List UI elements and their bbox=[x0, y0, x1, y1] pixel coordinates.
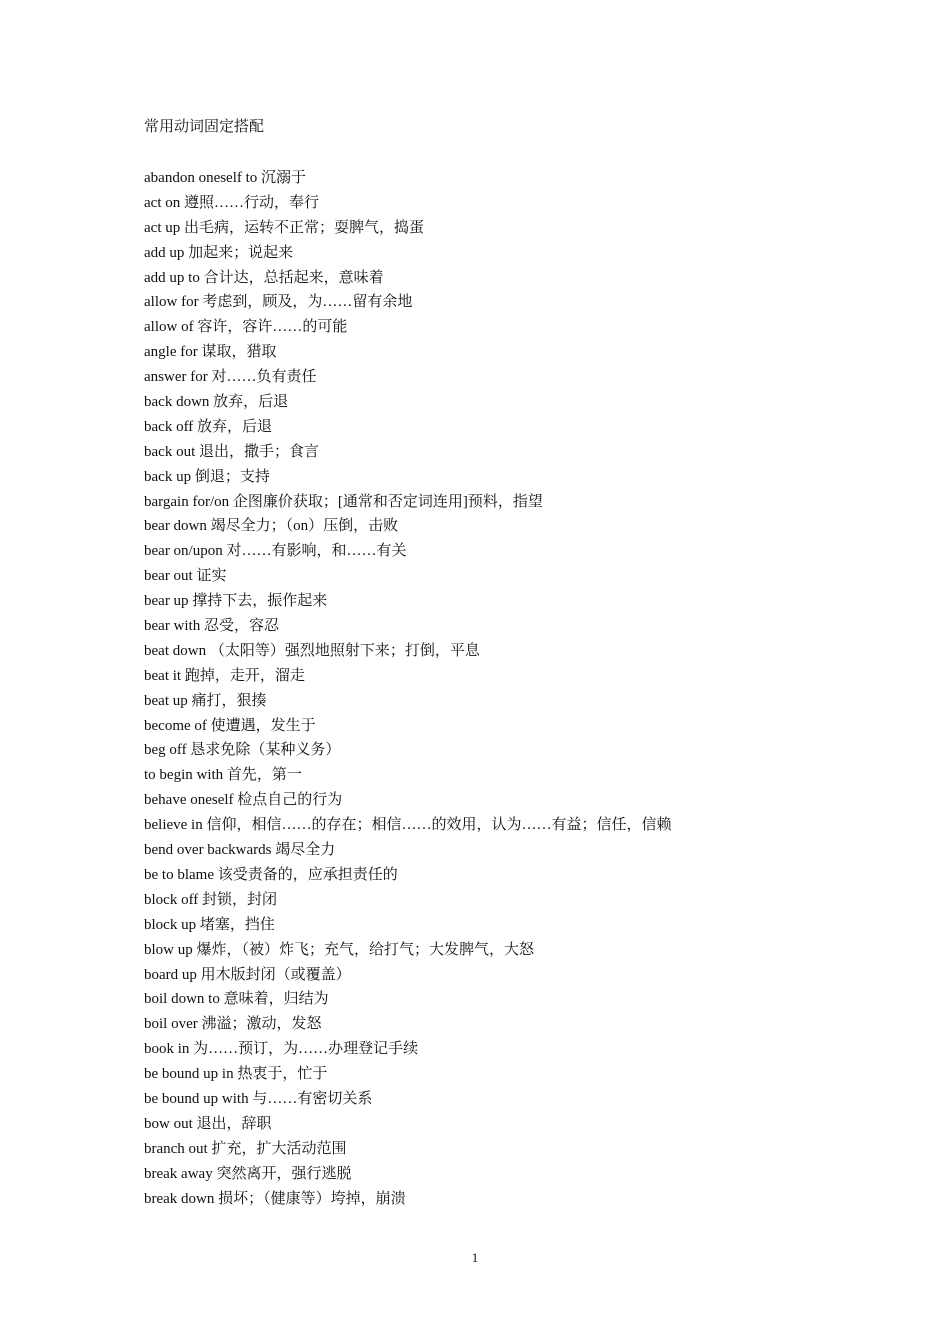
phrase-entry: believe in 信仰，相信……的存在；相信……的效用，认为……有益；信任，信赖 bbox=[144, 817, 672, 834]
phrase-entry: board up 用木版封闭（或覆盖） bbox=[144, 966, 351, 983]
phrase-entry: block off 封锁，封闭 bbox=[144, 891, 278, 908]
phrase-entry: beat it 跑掉，走开，溜走 bbox=[144, 667, 305, 684]
phrase-entry: add up 加起来；说起来 bbox=[144, 244, 294, 261]
phrase-entry: break away 突然离开，强行逃脱 bbox=[144, 1165, 352, 1182]
phrase-entry: bow out 退出，辞职 bbox=[144, 1115, 272, 1132]
phrase-entry: angle for 谋取，猎取 bbox=[144, 344, 277, 361]
phrase-entry: bargain for/on 企图廉价获取；[通常和否定词连用]预料，指望 bbox=[144, 493, 543, 510]
phrase-entry: abandon oneself to 沉溺于 bbox=[144, 170, 307, 186]
phrase-entry: beat down （太阳等）强烈地照射下来；打倒，平息 bbox=[144, 642, 480, 659]
phrase-entry: beg off 恳求免除（某种义务） bbox=[144, 742, 341, 759]
phrase-entry: behave oneself 检点自己的行为 bbox=[144, 792, 343, 809]
phrase-list bbox=[144, 167, 671, 1212]
phrase-entry: be bound up with 与……有密切关系 bbox=[144, 1090, 373, 1107]
phrase-entry: back out 退出，撒手；食言 bbox=[144, 443, 319, 460]
phrase-entry: beat up 痛打，狠揍 bbox=[144, 692, 267, 709]
phrase-entry: become of 使遭遇，发生于 bbox=[144, 717, 316, 734]
phrase-entry: book in 为……预订，为……办理登记手续 bbox=[144, 1041, 419, 1058]
phrase-entry: back down 放弃，后退 bbox=[144, 394, 289, 411]
phrase-entry: be to blame 该受责备的，应承担责任的 bbox=[144, 866, 398, 883]
phrase-entry: allow of 容许，容许……的可能 bbox=[144, 319, 348, 336]
phrase-entry: add up to 合计达，总括起来，意味着 bbox=[144, 269, 384, 286]
phrase-entry: bear out 证实 bbox=[144, 568, 227, 585]
phrase-entry: break down 损坏；（健康等）垮掉，崩溃 bbox=[144, 1190, 406, 1207]
phrase-entry: boil down to 意味着，归结为 bbox=[144, 991, 329, 1008]
phrase-entry: branch out 扩充，扩大活动范围 bbox=[144, 1140, 347, 1157]
phrase-entry: to begin with 首先，第一 bbox=[144, 767, 302, 784]
phrase-entry: bear down 竭尽全力；（on）压倒，击败 bbox=[144, 518, 399, 535]
phrase-entry: act up 出毛病，运转不正常；耍脾气，捣蛋 bbox=[144, 219, 424, 236]
page-number: 1 bbox=[471, 1250, 479, 1265]
phrase-entry: boil over 沸溢；激动，发怒 bbox=[144, 1016, 322, 1033]
phrase-entry: bend over backwards 竭尽全力 bbox=[144, 842, 336, 859]
phrase-entry: bear with 忍受，容忍 bbox=[144, 618, 279, 635]
phrase-entry: bear on/upon 对……有影响，和……有关 bbox=[144, 543, 407, 560]
phrase-entry: be bound up in 热衷于，忙于 bbox=[144, 1066, 328, 1083]
phrase-entry: back up 倒退；支持 bbox=[144, 468, 270, 485]
phrase-entry: blow up 爆炸，（被）炸飞；充气，给打气；大发脾气，大怒 bbox=[144, 941, 535, 958]
phrase-entry: answer for 对……负有责任 bbox=[144, 369, 317, 386]
phrase-entry: block up 堵塞，挡住 bbox=[144, 916, 275, 933]
phrase-entry: allow for 考虑到，顾及，为……留有余地 bbox=[144, 294, 413, 311]
page-title: 常用动词固定搭配 bbox=[144, 119, 265, 135]
phrase-entry: bear up 撑持下去，振作起来 bbox=[144, 593, 328, 610]
phrase-entry: back off 放弃，后退 bbox=[144, 418, 273, 435]
phrase-entry: act on 遵照……行动，奉行 bbox=[144, 194, 319, 211]
